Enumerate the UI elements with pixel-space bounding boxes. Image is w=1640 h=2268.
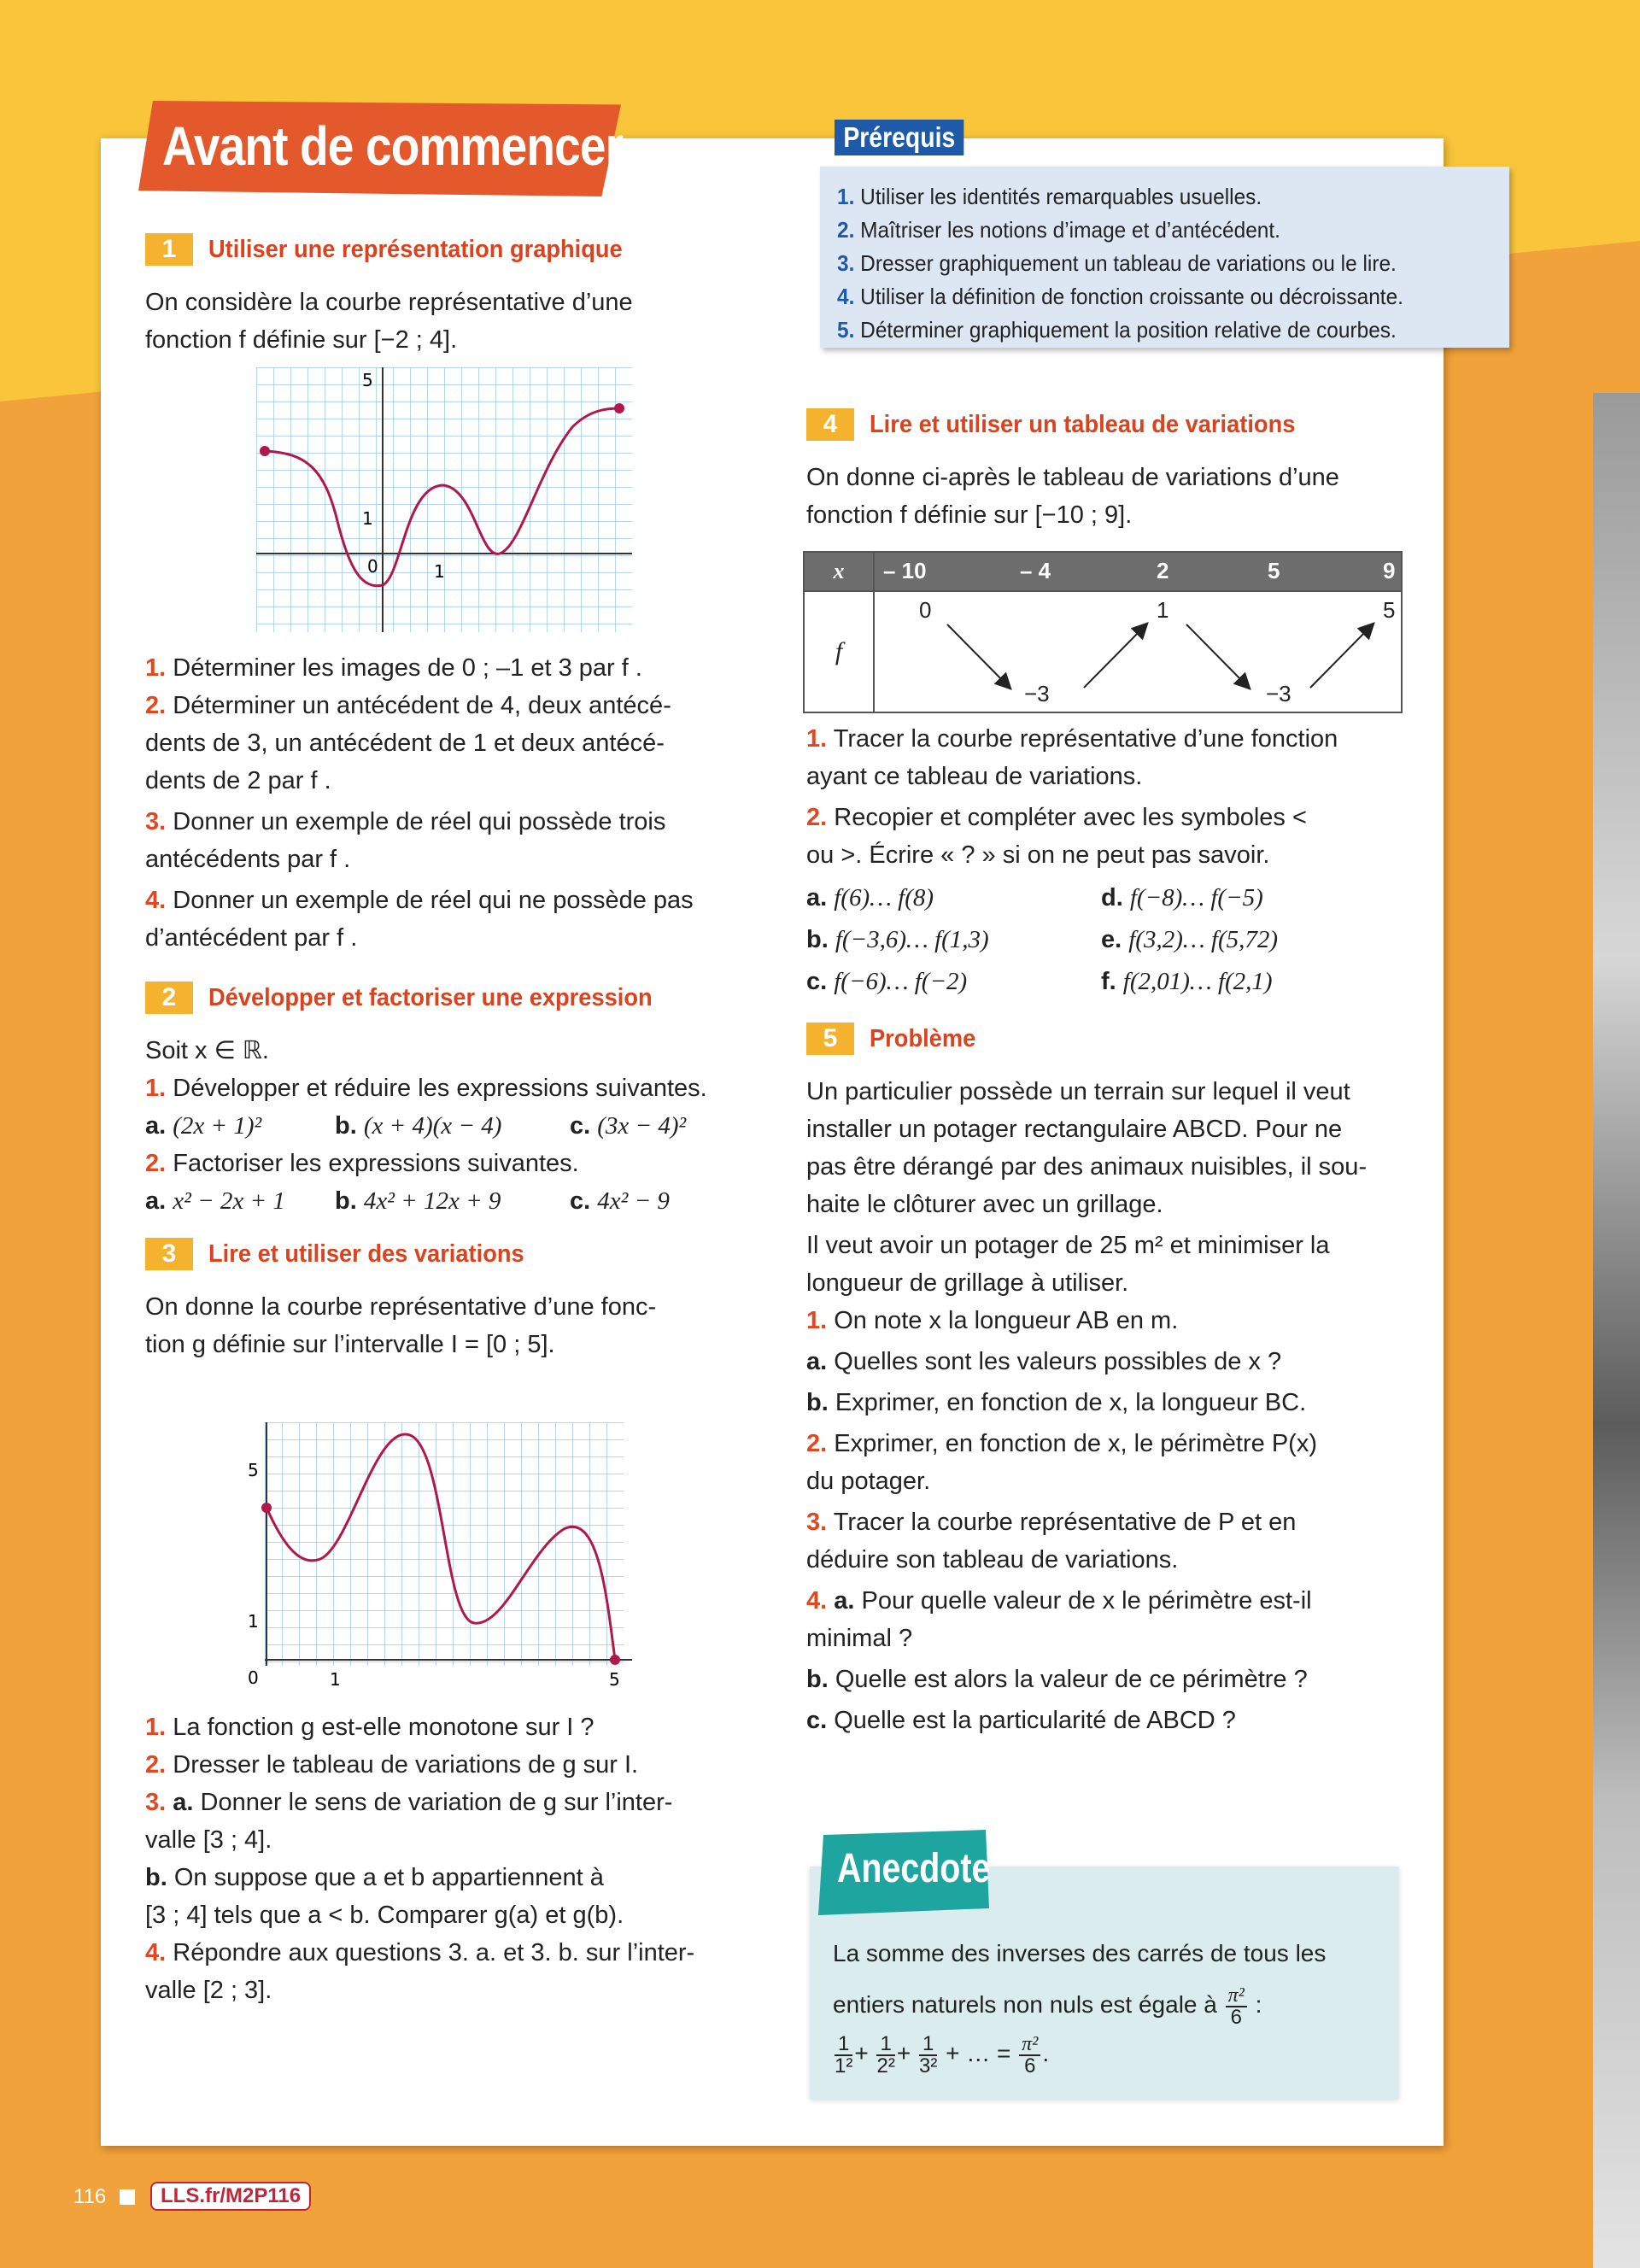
variation-table [803, 551, 1403, 713]
footer-square [120, 2189, 135, 2205]
question-cont: déduire son tableau de variations. [806, 1546, 1179, 1574]
exercise-badge: 3 [145, 1238, 193, 1270]
resource-link[interactable]: LLS.fr/M2P116 [150, 2182, 311, 2211]
question: 2. Exprimer, en fonction de x, le périmètre P(x) [806, 1430, 1317, 1457]
prerequisites-box [820, 167, 1509, 348]
comparison-item: f. f(2,01)… f(2,1) [1101, 968, 1273, 995]
problem-text: haite le clôturer avec un grillage. [806, 1191, 1163, 1218]
question: 4. a. Pour quelle valeur de x le périmètre est-il [806, 1587, 1312, 1615]
arrow-up [1084, 624, 1146, 688]
exercise-text: fonction f définie sur [−10 ; 9]. [806, 501, 1133, 529]
question: 1. Déterminer les images de 0 ; –1 et 3 par f . [145, 654, 642, 682]
expression-row: a. x² − 2x + 1 b. 4x² + 12x + 9 c. 4x² − 9 [145, 1187, 670, 1215]
x-values: – 10 – 4 2 5 9 [874, 552, 1402, 591]
question: 2. Factoriser les expressions suivantes. [145, 1150, 579, 1177]
tick-label: 5 [248, 1460, 259, 1480]
curve-endpoint [610, 1655, 620, 1665]
tick-label: 1 [330, 1669, 341, 1690]
question: 3. Donner un exemple de réel qui possède trois [145, 808, 666, 835]
comparison-item: e. f(3,2)… f(5,72) [1101, 926, 1279, 953]
exercise-3-header [145, 1235, 743, 1273]
question-cont: ou >. Écrire « ? » si on ne peut pas savoir. [806, 841, 1270, 869]
question-cont: valle [3 ; 4]. [145, 1826, 272, 1854]
comparison-grid [806, 877, 1421, 1003]
graph-grid [265, 1422, 624, 1666]
graph-g [248, 1422, 641, 1704]
exercise-5-header [806, 1020, 1421, 1058]
curve-endpoint [261, 1503, 272, 1513]
problem-text: installer un potager rectangulaire ABCD. Pour ne [806, 1116, 1343, 1143]
question-cont: dents de 3, un antécédent de 1 et deux antécé- [145, 730, 665, 757]
problem-text: Un particulier possède un terrain sur lequel il veut [806, 1078, 1350, 1105]
anecdote-text: La somme des inverses des carrés de tous les [833, 1940, 1327, 1966]
tick-label: 0 [367, 556, 378, 577]
prereq-item: 1. Utiliser les identités remarquables usuelles. [837, 184, 1262, 209]
exercise-3-questions [145, 1708, 743, 2009]
exercise-text: Soit x ∈ ℝ. [145, 1037, 269, 1064]
exercise-2-header [145, 979, 743, 1017]
question-cont: ayant ce tableau de variations. [806, 763, 1143, 790]
exercise-1-header [145, 231, 743, 268]
tick-label: 1 [248, 1611, 259, 1632]
arrow-down [947, 624, 1010, 688]
exercise-title: Problème [870, 1025, 976, 1052]
page-title: Avant de commencer [162, 115, 624, 177]
fraction: $\frac{\text{π²}}{6}$ [1019, 2034, 1040, 2077]
question: c. Quelle est la particularité de ABCD ? [806, 1707, 1236, 1734]
question-cont: valle [2 ; 3]. [145, 1977, 272, 2004]
anecdote-content [833, 1935, 1397, 2078]
graph-f [256, 367, 632, 632]
prereq-item: 3. Dresser graphiquement un tableau de variations ou le lire. [837, 250, 1397, 276]
page-number: 116 [73, 2185, 107, 2208]
background-photo [1593, 393, 1640, 2268]
fraction: $\frac{\text{π²}}{6}$ [1226, 1985, 1247, 2028]
exercise-4-header [806, 406, 1421, 443]
tick-label: 5 [362, 370, 373, 390]
exercise-badge: 5 [806, 1023, 854, 1055]
tick-label: 0 [248, 1667, 259, 1688]
question: 4. Répondre aux questions 3. a. et 3. b. sur l’inter- [145, 1939, 695, 1966]
curve-endpoint [260, 446, 270, 456]
exercise-text: tion g définie sur l’intervalle I = [0 ; 5]. [145, 1331, 555, 1358]
fraction: $\frac{1}{\text{1²}}$ [835, 2031, 853, 2078]
exercise-title: Lire et utiliser des variations [208, 1240, 524, 1268]
exercise-text: On considère la courbe représentative d’une [145, 289, 633, 316]
prerequisites-tag: Prérequis [835, 120, 964, 155]
question: 1. La fonction g est-elle monotone sur I ? [145, 1714, 594, 1741]
question: 1. Développer et réduire les expressions suivantes. [145, 1075, 707, 1102]
graph-grid [256, 367, 632, 632]
exercise-text: On donne ci-après le tableau de variations d’une [806, 464, 1339, 491]
exercise-4-questions [806, 720, 1421, 1739]
exercise-title: Utiliser une représentation graphique [208, 236, 623, 263]
question-cont: du potager. [806, 1468, 931, 1495]
exercise-title: Lire et utiliser un tableau de variations [870, 411, 1296, 438]
series-formula: $\frac{1}{\text{1²}}$ + $\frac{1}{\text{2²}}$ + $\frac{1}{\text{3²}}$ + … = $\frac{\text{π²}}{6}$ . [835, 2031, 1050, 2078]
arrow-up [1310, 624, 1373, 688]
question: b. On suppose que a et b appartiennent à [145, 1864, 604, 1891]
comparison-item: d. f(−8)… f(−5) [1101, 884, 1263, 911]
question: 1. Tracer la courbe représentative d’une fonction [806, 725, 1338, 753]
question-cont: dents de 2 par f . [145, 767, 331, 794]
tick-label: 5 [609, 1669, 620, 1690]
anecdote-tag: Anecdote [837, 1846, 991, 1891]
question-cont: d’antécédent par f . [145, 924, 358, 952]
fraction: $\frac{1}{\text{2²}}$ [876, 2031, 895, 2078]
question: b. Exprimer, en fonction de x, la longueur BC. [806, 1389, 1307, 1416]
question-cont: minimal ? [806, 1625, 913, 1652]
x-label: x [804, 552, 874, 591]
question: a. Quelles sont les valeurs possibles de x ? [806, 1348, 1282, 1375]
f-label: f [804, 591, 874, 712]
fraction: $\frac{1}{\text{3²}}$ [918, 2031, 938, 2078]
prereq-item: 2. Maîtriser les notions d’image et d’antécédent. [837, 217, 1280, 243]
exercise-text: On donne la courbe représentative d’une fonc- [145, 1293, 657, 1321]
exercise-title: Développer et factoriser une expression [208, 984, 653, 1011]
prereq-item: 5. Déterminer graphiquement la position relative de courbes. [837, 317, 1397, 343]
tick-label: 1 [362, 508, 373, 529]
question: 2. Déterminer un antécédent de 4, deux antécé- [145, 692, 671, 719]
question: 4. Donner un exemple de réel qui ne possède pas [145, 887, 694, 914]
prereq-item: 4. Utiliser la définition de fonction croissante ou décroissante. [837, 284, 1403, 309]
question-cont: antécédents par f . [145, 846, 351, 873]
variation-arrows [875, 592, 1404, 712]
exercise-1-questions [145, 649, 743, 1363]
question: b. Quelle est alors la valeur de ce périmètre ? [806, 1666, 1308, 1693]
table-row [804, 591, 1402, 712]
problem-text: Il veut avoir un potager de 25 m² et minimiser la [806, 1232, 1330, 1259]
question: 1. On note x la longueur AB en m. [806, 1307, 1179, 1334]
question: 2. Recopier et compléter avec les symboles < [806, 804, 1307, 831]
expression-row: a. (2x + 1)² b. (x + 4)(x − 4) c. (3x − 4)² [145, 1112, 687, 1140]
arrow-down [1186, 624, 1249, 688]
exercise-text: fonction f définie sur [−2 ; 4]. [145, 326, 458, 354]
exercise-badge: 2 [145, 982, 193, 1014]
problem-text: pas être dérangé par des animaux nuisibles, il sou- [806, 1153, 1368, 1181]
anecdote-text: entiers naturels non nuls est égale à $\frac{\text{π²}}{6}$ : [833, 1984, 1262, 2029]
curve-endpoint [614, 403, 624, 413]
question: 3. Tracer la courbe représentative de P et en [806, 1509, 1297, 1536]
tick-label: 1 [434, 561, 445, 582]
table-row [804, 552, 1402, 591]
comparison-item: c. f(−6)… f(−2) [806, 968, 968, 995]
comparison-item: b. f(−3,6)… f(1,3) [806, 926, 989, 953]
question: 3. a. Donner le sens de variation de g sur l’inter- [145, 1789, 673, 1816]
exercise-badge: 4 [806, 408, 854, 441]
left-column-top [145, 231, 743, 359]
question: 2. Dresser le tableau de variations de g sur I. [145, 1751, 639, 1779]
comparison-item: a. f(6)… f(8) [806, 884, 934, 911]
right-column-top [806, 406, 1421, 534]
f-variations: 0 −3 1 −3 5 [874, 591, 1402, 712]
problem-text: longueur de grillage à utiliser. [806, 1269, 1129, 1297]
question-cont: [3 ; 4] tels que a < b. Comparer g(a) et g(b). [145, 1902, 624, 1929]
exercise-badge: 1 [145, 233, 193, 266]
